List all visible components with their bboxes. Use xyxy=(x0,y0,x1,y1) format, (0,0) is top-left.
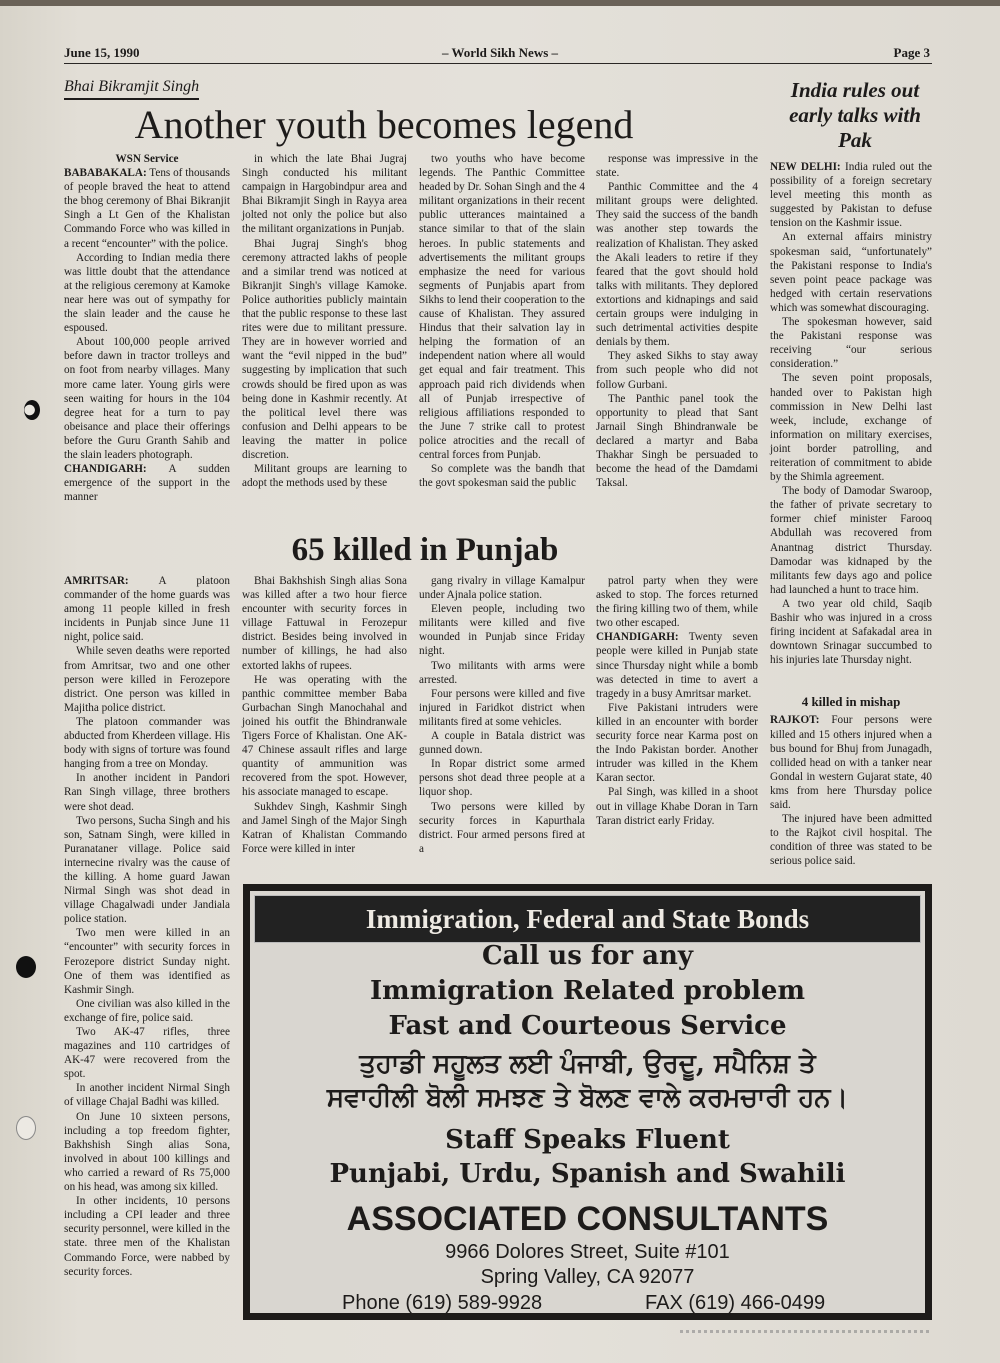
paragraph-text: Twenty seven people were killed in Punjab state since Thursday night while a bomb was detected in time to avert a tragedy in a busy Amritsar market. xyxy=(596,631,758,700)
ad-address-1: 9966 Dolores Street, Suite #101 xyxy=(445,1241,730,1263)
paragraph-text: patrol party when they were asked to stop. The forces returned the firing killing two of them, while two other escaped. xyxy=(596,575,758,630)
paragraph-text: In another incident in Pandori Ran Singh village, three brothers were shot dead. xyxy=(64,772,230,813)
publication-name: – World Sikh News – xyxy=(441,45,559,60)
paragraph-text: A platoon commander of the home guards was among 11 people killed in fresh incidents in Punjab since June 11 night, police said. xyxy=(64,575,230,644)
story2-column xyxy=(770,160,932,869)
story4-col2 xyxy=(242,574,407,856)
article-paragraph xyxy=(596,349,758,391)
article-paragraph xyxy=(770,484,932,597)
article-paragraph xyxy=(419,602,585,658)
ad-line-2: Immigration Related problem xyxy=(370,976,805,1006)
paragraph-text: A two year old child, Saqib Bashir who was injured in a cross firing incident at Safakadal area in downtown Srinagar succumbed to his injuries late Thursday night. xyxy=(770,597,932,667)
ad-line-5: Punjabi, Urdu, Spanish and Swahili xyxy=(329,1159,846,1189)
paragraph-text: Pal Singh, was killed in a shoot out in village Khabe Doran in Tarn Taran district early Friday. xyxy=(596,786,758,827)
story-kicker: Bhai Bikramjit Singh xyxy=(64,78,199,100)
article-paragraph xyxy=(596,152,758,180)
paragraph-text: India ruled out the possibility of a foreign secretary level meeting this month as suggested by Pakistan to defuse tension on the Kashmir issue. xyxy=(770,161,933,230)
paragraph-text: Two persons were killed by security forces in Kapurthala district. Four armed persons fired at a xyxy=(419,800,585,855)
article-paragraph xyxy=(64,574,230,644)
byline: WSN Service xyxy=(115,153,179,165)
paragraph-text: In other incidents, 10 persons including a CPI leader and three security personnel, were killed in the state. three men of the Khalistan Commando Force, were nabbed by security forces. xyxy=(64,1195,230,1278)
paragraph-text: Tens of thousands of people braved the heat to attend the bhog ceremony of Bhai Bikranjit Singh a Lt Gen of the Khalistan Commando Force who was killed in a recent “encounter” with the police. xyxy=(64,167,230,250)
ad-phone: Phone (619) 589-9928 xyxy=(342,1292,543,1314)
article-paragraph xyxy=(64,997,230,1025)
main-headline: Another youth becomes legend xyxy=(134,102,634,147)
story1-col1 xyxy=(64,152,230,504)
advertisement xyxy=(243,884,932,1320)
ad-fax: FAX (619) 466-0499 xyxy=(645,1292,826,1314)
paragraph-text: two youths who have become legends. The Panthic Committee headed by Dr. Sohan Singh and the 4 militant organizations in their recent public utterances maintained a stance similar to that of the slain heroes. In public statements and advertisements the militant groups emphasize the need for various segments of Punjabis apart from Sikhs to lend their cooperation to the cause of Khalistan. They assured Hindus that their salvation lay in helping the formation of an independent nation where all would get equal and fair treatment. This approach paid rich dividends when all of Punjab irrespective of religious affiliations responded to the June 7 strike call to protest police atrocities and the recall of central forces from Punjab. xyxy=(419,153,585,461)
article-paragraph xyxy=(64,1110,230,1195)
article-paragraph xyxy=(419,574,585,602)
paragraph-text: So complete was the bandh that the govt spokesman said the public xyxy=(419,463,585,490)
story4-col4 xyxy=(596,574,758,828)
paragraph-text: A couple in Batala district was gunned down. xyxy=(419,730,585,757)
side-headline: India rules out early talks with Pak xyxy=(789,78,921,152)
article-paragraph xyxy=(242,800,407,856)
article-paragraph xyxy=(64,926,230,996)
dateline: RAJKOT: xyxy=(770,714,820,727)
paragraph-text: He was operating with the panthic committee member Baba Gurbachan Singh Manochahal and joined his outfit the Bhindranwale Tigers Force of Khalistan. One AK-47 Chinese assault rifles and large quantity of ammunition was recovered from the spot. However, his associate managed to escape. xyxy=(242,673,407,799)
paragraph-text: An external affairs ministry spokesman said, “unfortunately” the Pakistani response to India's seven point peace package was hedged with certain reservations which was somewhat discouraging. xyxy=(770,231,932,314)
dateline: BABABAKALA: xyxy=(64,167,147,180)
binder-hole xyxy=(16,956,36,978)
paragraph-text: Panthic Committee and the 4 militant groups were delighted. They said the success of the bandh was another step towards the realization of Khalistan. They asked the Akali leaders to retire if they feared that the govt should hold talks with militants. They deplored extortions and kidnapings and said certain groups were indulging in such detrimental activities despite denials by them. xyxy=(596,181,758,349)
article-paragraph xyxy=(596,574,758,630)
article-paragraph xyxy=(64,335,230,462)
dateline: NEW DELHI: xyxy=(770,161,841,173)
article-paragraph xyxy=(419,800,585,856)
paragraph-text: Sukhdev Singh, Kashmir Singh and Jamel Singh of the Major Singh Katran of Khalistan Commando Force were killed in inter xyxy=(242,800,407,855)
paragraph-text: According to Indian media there was little doubt that the attendance at the religious ceremony at Kamoke near here was out of sympathy for the slain leader and the cause he espoused. xyxy=(64,251,230,335)
article-paragraph xyxy=(419,659,585,687)
paragraph-text: Bhai Jugraj Singh's bhog ceremony attracted lakhs of people and a similar trend was noticed at Bikranjit Singh's village Kamoke. Police authorities publicly maintain that the public response to these last rites were due to militant pressure. They are in however worried and want the “evil nipped in the bud” suggesting by implication that such crowds should be fired upon as was being done in Kashmir recently. At the political level there was confusion and Delhi appears to be leaving the matter in police discretion. xyxy=(242,237,407,461)
ad-line-4: Staff Speaks Fluent xyxy=(445,1125,730,1155)
article-paragraph xyxy=(419,687,585,729)
paragraph-text: In another incident Nirmal Singh of village Chajal Badhi was killed. xyxy=(64,1082,230,1109)
article-paragraph xyxy=(64,462,230,504)
article-paragraph xyxy=(64,644,230,714)
paragraph-text: A sudden emergence of the support in the manner xyxy=(64,463,230,504)
ad-line-1: Call us for any xyxy=(481,941,694,971)
story4-col3 xyxy=(419,574,585,856)
paragraph-text: Eleven people, including two militants were killed and five wounded in Punjab since Friday night. xyxy=(419,603,585,658)
article-paragraph xyxy=(242,462,407,490)
paragraph-text: Four persons were killed and five injured in Faridkot district when militants fired at some vehicles. xyxy=(419,687,585,728)
paragraph-text: Four persons were killed and 15 others injured when a bus bound for Bhuj from Junagadh, collided head on with a tanker near Gondal in western Gujarat state, 40 kms from here Thursday police said. xyxy=(770,714,932,812)
page-number: Page 3 xyxy=(893,45,930,60)
paragraph-text: The Panthic panel took the opportunity to plead that Sant Jarnail Singh Bhindranwale be declared a martyr and Baba Thakhar Singh be persuaded to become the head of the Damdami Taksal. xyxy=(596,392,758,490)
article-paragraph xyxy=(596,180,758,349)
article-paragraph xyxy=(419,729,585,757)
article-paragraph xyxy=(770,812,932,868)
header-rule xyxy=(64,63,932,64)
dateline: AMRITSAR: xyxy=(64,575,129,587)
paragraph-text: Two men were killed in an “encounter” with security forces in Ferozepore district Sunday night. One of them was identified as Kashmir Singh. xyxy=(64,927,230,996)
paragraph-text: The platoon commander was abducted from Kherdeen village. His body with signs of torture was found hanging from a tree on Monday. xyxy=(64,715,230,771)
article-paragraph xyxy=(770,230,932,315)
article-paragraph xyxy=(242,673,407,800)
paragraph-text: In Ropar district some armed persons shot dead three people at a liquor shop. xyxy=(419,758,585,799)
paragraph-text: Two persons, Sucha Singh and his son, Satnam Singh, were killed in Puranataner village. Police said internecine rivalry was the cause of the killing. A home guard Jawan Nirmal Singh was shot dead in village Chagalwadi under Jandiala police station. xyxy=(64,814,230,926)
ad-line-3: Fast and Courteous Service xyxy=(388,1011,787,1041)
paragraph-text: Two AK-47 rifles, three magazines and 110 cartridges of AK-47 were recovered from the spot. xyxy=(64,1026,230,1081)
article-paragraph xyxy=(242,152,407,237)
ad-banner: Immigration, Federal and State Bonds xyxy=(254,895,921,943)
article-paragraph xyxy=(64,1025,230,1081)
ad-company-name: ASSOCIATED CONSULTANTS xyxy=(346,1200,829,1238)
article-paragraph xyxy=(64,814,230,927)
article-paragraph xyxy=(770,160,932,230)
article-paragraph xyxy=(64,715,230,771)
paragraph-text: The injured have been admitted to the Rajkot civil hospital. The condition of three was stated to be serious police said. xyxy=(770,813,932,868)
paragraph-text: On June 10 sixteen persons, including a top freedom fighter, Bakhshish Singh alias Sona, involved in about 100 killings and who carried a reward of Rs 75,000 on his head, was among six killed. xyxy=(64,1110,230,1194)
dateline: CHANDIGARH: xyxy=(64,463,147,476)
article-paragraph xyxy=(596,785,758,827)
paragraph-text: About 100,000 people arrived before dawn in tractor trolleys and on foot from nearby villages. Many more came later. Young girls were seen waiting for hours in the 104 degree heat for a turn to pay obeisance and place their offerings before the Guru Granth Sahib and the slain leaders photograph. xyxy=(64,336,230,461)
article-paragraph xyxy=(596,392,758,491)
story1-col3 xyxy=(419,152,585,490)
printer-marks xyxy=(680,1330,930,1333)
binder-hole xyxy=(16,1116,36,1140)
mishap-headline: 4 killed in mishap xyxy=(801,694,901,710)
article-paragraph xyxy=(64,1081,230,1109)
story1-col2 xyxy=(242,152,407,490)
paragraph-text: One civilian was also killed in the exchange of fire, police said. xyxy=(64,997,230,1024)
paragraph-text: Five Pakistani intruders were killed in an encounter with border security force near Karma post on the Indo Pakistan border. Another intruder was killed in the Khem Karan sector. xyxy=(596,701,758,785)
article-paragraph xyxy=(770,371,932,484)
paragraph-text: Bhai Bakhshish Singh alias Sona was killed after a two hour fierce encounter with security forces in village Fattuwal in Ferozepur district. Besides being involved in number of killings, he had also extorted lakhs of rupees. xyxy=(242,575,407,672)
paragraph-text: in which the late Bhai Jugraj Singh conducted his militant campaign in Hargobindpur area and Bhai Bikramjit Singh in Rayya area jolted not only the police but also the militant organizations in Punjab. xyxy=(242,153,407,236)
article-paragraph xyxy=(64,771,230,813)
page-top-shadow xyxy=(0,0,1000,6)
article-paragraph xyxy=(64,1194,230,1279)
paragraph-text: The body of Damodar Swaroop, the father of private secretary to former chief minister Farooq Abdullah was recovered from Anantnag district Thursday. Damodar was kidnaped by the militants few days ago and police had launched a hunt to trace him. xyxy=(770,485,932,596)
paragraph-text: The seven point proposals, handed over to Pakistan high commission in New Delhi last week, include, exchange of information on military exercises, joint border patrolling, and reiteration of commitment to abide by the Shimla agreement. xyxy=(770,372,932,484)
story1-col4 xyxy=(596,152,758,490)
article-paragraph xyxy=(419,757,585,799)
paragraph-text: gang rivalry in village Kamalpur under Ajnala police station. xyxy=(419,575,585,602)
paragraph-text: The spokesman however, said the Pakistani response was receiving “our serious consideration.” xyxy=(770,316,932,371)
article-paragraph xyxy=(596,630,758,700)
article-paragraph xyxy=(64,166,230,251)
article-paragraph xyxy=(596,701,758,786)
article-paragraph xyxy=(242,237,407,463)
article-paragraph xyxy=(242,574,407,673)
ad-punjabi-2: ਸਵਾਹੀਲੀ ਬੋਲੀ ਸਮਝਣ ਤੇ ਬੋਲਣ ਵਾਲੇ ਕਰਮਚਾਰੀ ਹਨ। xyxy=(326,1083,849,1113)
story4-col1 xyxy=(64,574,230,1279)
paragraph-text: Militant groups are learning to adopt the methods used by these xyxy=(242,463,407,490)
paragraph-text: They asked Sikhs to stay away from such people who did not follow Gurbani. xyxy=(596,350,758,391)
dateline: CHANDIGARH: xyxy=(596,631,679,644)
article-paragraph xyxy=(64,251,230,336)
ad-punjabi-1: ਤੁਹਾਡੀ ਸਹੂਲਤ ਲਈ ਪੰਜਾਬੀ, ਉਰਦੂ, ਸਪੈਨਿਸ਼ ਤੇ xyxy=(359,1049,816,1079)
article-paragraph xyxy=(770,713,932,812)
paragraph-text: Two militants with arms were arrested. xyxy=(419,659,585,686)
article-paragraph xyxy=(770,597,932,667)
article-paragraph xyxy=(419,152,585,462)
paragraph-text: While seven deaths were reported from Amritsar, two and one other person were killed in Ferozepore district. One person was killed in Majitha police district. xyxy=(64,645,230,714)
ad-address-2: Spring Valley, CA 92077 xyxy=(480,1266,695,1288)
paragraph-text: response was impressive in the state. xyxy=(596,153,758,180)
punjab-headline: 65 killed in Punjab xyxy=(291,532,559,568)
issue-date: June 15, 1990 xyxy=(64,45,140,60)
article-paragraph xyxy=(419,462,585,490)
binder-hole xyxy=(24,400,40,420)
article-paragraph xyxy=(770,315,932,371)
